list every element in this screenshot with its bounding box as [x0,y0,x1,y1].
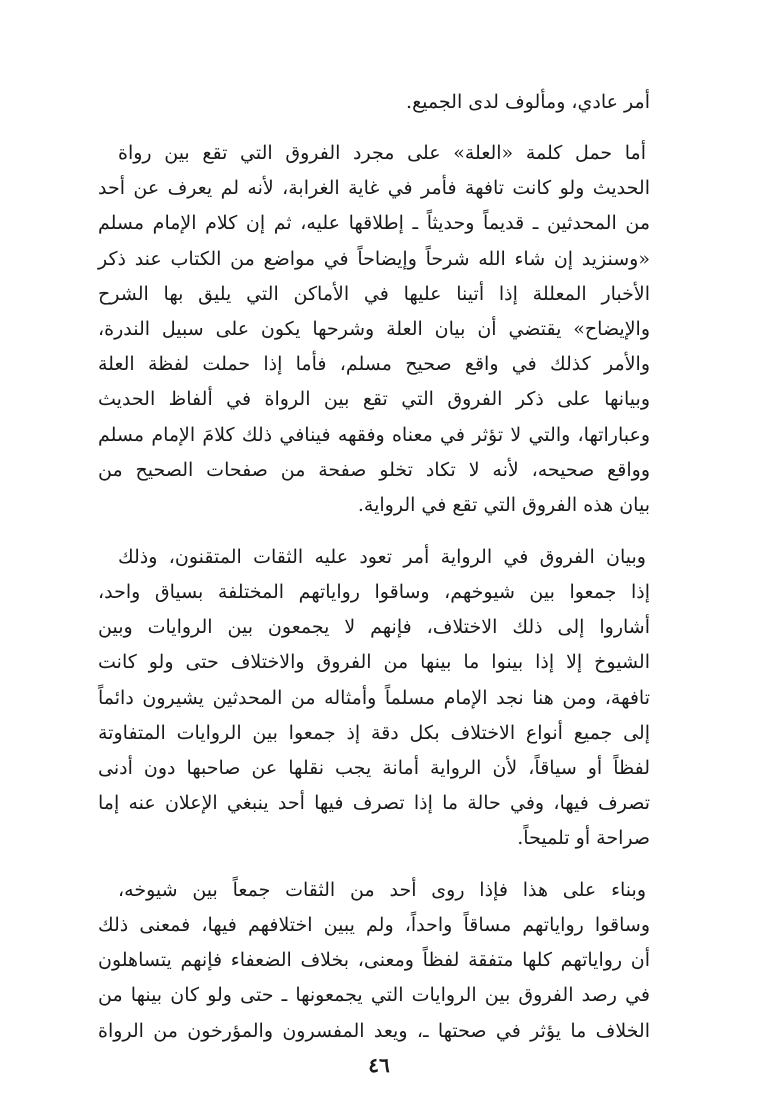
paragraph-3-line-7: لفظاً أو سياقاً، لأن الرواية أمانة يجب نقلها عن صاحبها دون أدنى [98,757,650,779]
paragraph-2-line-4: «وسنزيد إن شاء الله شرحاً وإيضاحاً في مواضع من الكتاب عند ذكر [98,248,650,270]
paragraph-1-line-1: أمر عادي، ومألوف لدى الجميع. [406,91,650,113]
paragraph-2-line-8: وبيانها على ذكر الفروق التي تقع بين الرواة في ألفاظ الحديث [98,388,650,410]
paragraph-3-line-2: إذا جمعوا بين شيوخهم، وساقوا رواياتهم المختلفة بسياق واحد، [98,581,650,603]
paragraph-2-line-5: الأخبار المعللة إذا أتينا عليها في الأماكن التي يليق بها الشرح [98,283,650,305]
paragraph-3-line-4: الشيوخ إلا إذا بينوا ما بينها من الفروق والاختلاف حتى ولو كانت [98,651,650,673]
page-number: ٤٦ [368,1053,390,1077]
paragraph-2-line-10: وواقع صحيحه، لأنه لا تكاد تخلو صفحة من صفحات الصحيح من [98,459,650,481]
paragraph-2-line-3: من المحدثين ـ قديماً وحديثاً ـ إطلاقها عليه، ثم إن كلام الإمام مسلم [98,212,650,234]
paragraph-4-line-2: وساقوا رواياتهم مساقاً واحداً، ولم يبين اختلافهم فيها، فمعنى ذلك [98,914,650,936]
paragraph-3-line-3: أشاروا إلى ذلك الاختلاف، فإنهم لا يجمعون بين الروايات وبين [98,616,650,638]
paragraph-4-line-5: الخلاف ما يؤثر في صحتها ـ، ويعد المفسرون والمؤرخون من الرواة [98,1020,650,1042]
paragraph-3-line-1: وبيان الفروق في الرواية أمر تعود عليه الثقات المتقنون، وذلك [118,546,646,568]
paragraph-4-line-4: في رصد الفروق بين الروايات التي يجمعونها ـ حتى ولو كان بينها من [98,984,650,1006]
paragraph-2-line-7: والأمر كذلك في واقع صحيح مسلم، فأما إذا حملت لفظة العلة [98,353,650,375]
paragraph-3-line-8: تصرف فيها، وفي حالة ما إذا تصرف فيها أحد ينبغي الإعلان عنه إما [98,792,650,814]
paragraph-4-line-1: وبناء على هذا فإذا روى أحد من الثقات جمعاً بين شيوخه، [118,879,646,901]
paragraph-2-line-2: الحديث ولو كانت تافهة فأمر في غاية الغرابة، لأنه لم يعرف عن أحد [98,177,650,199]
paragraph-2-line-6: والإيضاح» يقتضي أن بيان العلة وشرحها يكون على سبيل الندرة، [98,318,650,340]
paragraph-2-line-9: وعباراتها، والتي لا تؤثر في معناه وفقهه فينافي ذلك كلامَ الإمام مسلم [98,424,650,446]
paragraph-3-line-6: إلى جميع أنواع الاختلاف بكل دقة إذ جمعوا بين الروايات المتفاوتة [98,722,650,744]
paragraph-3-line-9: صراحة أو تلميحاً. [517,827,650,849]
paragraph-4-line-3: أن رواياتهم كلها متفقة لفظاً ومعنى، بخلاف الضعفاء فإنهم يتساهلون [98,949,650,971]
paragraph-2-line-11: بيان هذه الفروق التي تقع في الرواية. [357,494,650,516]
paragraph-3-line-5: تافهة، ومن هنا نجد الإمام مسلماً وأمثاله من المحدثين يشيرون دائماً [98,687,650,709]
paragraph-2-line-1: أما حمل كلمة «العلة» على مجرد الفروق التي تقع بين رواة [118,142,646,164]
